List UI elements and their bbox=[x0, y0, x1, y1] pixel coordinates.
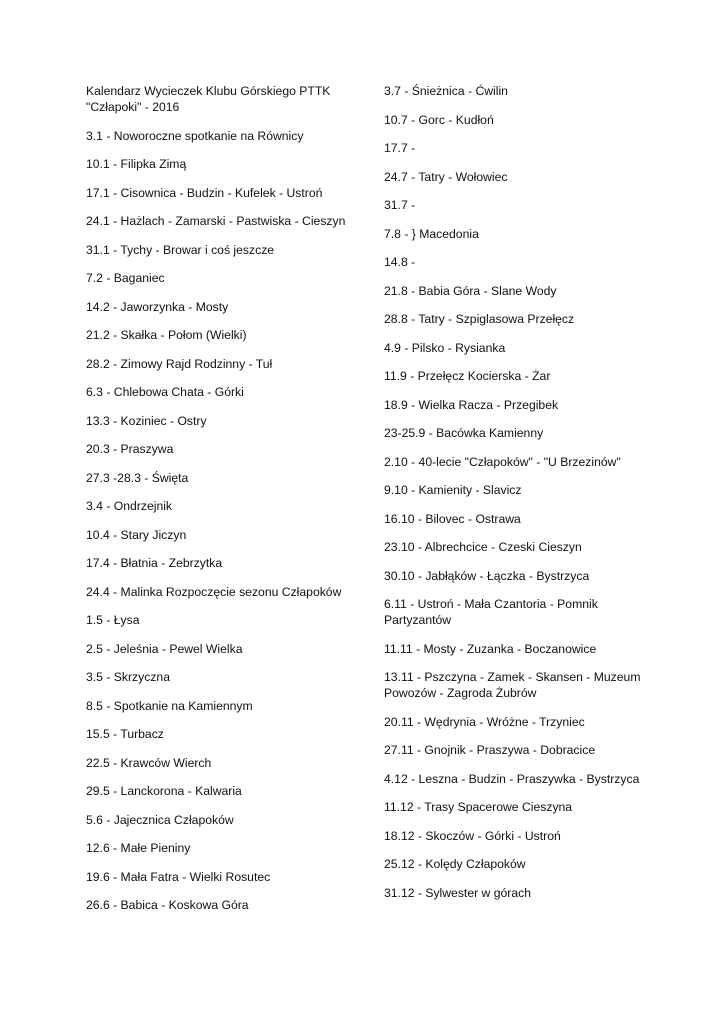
calendar-entry: 1.5 - Łysa bbox=[86, 613, 140, 627]
calendar-entry: 28.2 - Zimowy Rajd Rodzinny - Tuł bbox=[86, 356, 273, 371]
calendar-entry: 7.8 - } Macedonia bbox=[384, 226, 479, 241]
calendar-entry: 16.10 - Bilovec - Ostrawa bbox=[384, 511, 521, 526]
calendar-entry: 20.11 - Wędrynia - Wróżne - Trzyniec bbox=[384, 714, 585, 729]
calendar-entry: 21.8 - Babia Góra - Slane Wody bbox=[384, 283, 557, 298]
calendar-entry: 23-25.9 - Bacówka Kamienny bbox=[384, 426, 544, 440]
calendar-entry: 11.9 - Przełęcz Kocierska - Żar bbox=[384, 369, 551, 383]
calendar-entry: 24.1 - Hażlach - Zamarski - Pastwiska - Cieszyn bbox=[86, 214, 346, 228]
calendar-entry: 2.5 - Jeleśnia - Pewel Wielka bbox=[86, 641, 243, 656]
calendar-entry: 13.11 - Pszczyna - Zamek - Skansen - Muzeum Powozów - Zagroda Żubrów bbox=[384, 670, 641, 700]
document-title: Kalendarz Wycieczek Klubu Górskiego PTTK "Człapoki" - 2016 bbox=[86, 84, 331, 114]
calendar-entry: 31.12 - Sylwester w górach bbox=[384, 885, 531, 900]
calendar-entry: 6.11 - Ustroń - Mała Czantoria - Pomnik Partyzantów bbox=[384, 597, 598, 627]
calendar-entry: 27.3 -28.3 - Święta bbox=[86, 470, 189, 485]
calendar-entry: 31.1 - Tychy - Browar i coś jeszcze bbox=[86, 242, 275, 257]
calendar-entry: 30.10 - Jabłąków - Łączka - Bystrzyca bbox=[384, 568, 590, 583]
calendar-entry: 17.4 - Błatnia - Zebrzytka bbox=[86, 556, 223, 570]
calendar-entry: 22.5 - Krawców Wierch bbox=[86, 755, 212, 770]
calendar-entry: 20.3 - Praszywa bbox=[86, 442, 174, 456]
calendar-entry: 18.12 - Skoczów - Górki - Ustroń bbox=[384, 828, 561, 843]
calendar-entry: 3.5 - Skrzyczna bbox=[86, 670, 170, 684]
calendar-entry: 11.12 - Trasy Spacerowe Cieszyna bbox=[384, 800, 573, 814]
calendar-entry: 14.2 - Jaworzynka - Mosty bbox=[86, 299, 229, 314]
calendar-entry: 17.7 - bbox=[384, 141, 416, 155]
calendar-entry: 10.4 - Stary Jiczyn bbox=[86, 527, 187, 542]
calendar-entry: 7.2 - Baganiec bbox=[86, 271, 165, 285]
left-column bbox=[86, 83, 376, 926]
calendar-entry: 9.10 - Kamienity - Slavicz bbox=[384, 483, 522, 497]
calendar-entry: 17.1 - Cisownica - Budzin - Kufelek - Ustroń bbox=[86, 185, 323, 200]
calendar-entry: 14.8 - bbox=[384, 255, 416, 269]
calendar-entry: 10.1 - Filipka Zimą bbox=[86, 157, 187, 171]
calendar-entry: 21.2 - Skałka - Połom (Wielki) bbox=[86, 328, 247, 342]
calendar-entry: 28.8 - Tatry - Szpiglasowa Przełęcz bbox=[384, 312, 575, 326]
calendar-entry: 8.5 - Spotkanie na Kamiennym bbox=[86, 698, 253, 713]
calendar-entry: 19.6 - Mała Fatra - Wielki Rosutec bbox=[86, 869, 271, 884]
calendar-entry: 4.9 - Pilsko - Rysianka bbox=[384, 340, 506, 355]
calendar-entry: 18.9 - Wielka Racza - Przegibek bbox=[384, 397, 559, 412]
calendar-entry: 29.5 - Lanckorona - Kalwaria bbox=[86, 784, 242, 798]
calendar-entry: 3.4 - Ondrzejnik bbox=[86, 499, 173, 513]
calendar-entry: 10.7 - Gorc - Kudłoń bbox=[384, 112, 494, 127]
right-column bbox=[384, 83, 654, 913]
calendar-entry: 5.6 - Jajecznica Człapoków bbox=[86, 812, 234, 827]
calendar-entry: 24.4 - Malinka Rozpoczęcie sezonu Człapoków bbox=[86, 584, 342, 599]
calendar-entry: 25.12 - Kolędy Człapoków bbox=[384, 857, 526, 871]
calendar-entry: 3.7 - Śnieżnica - Ćwilin bbox=[384, 84, 508, 98]
calendar-entry: 11.11 - Mosty - Zuzanka - Boczanowice bbox=[384, 641, 597, 656]
calendar-entry: 13.3 - Koziniec - Ostry bbox=[86, 413, 207, 428]
calendar-entry: 2.10 - 40-lecie "Człapoków" - "U Brzezinów" bbox=[384, 454, 621, 469]
calendar-entry: 27.11 - Gnojnik - Praszywa - Dobracice bbox=[384, 743, 596, 757]
calendar-entry: 15.5 - Turbacz bbox=[86, 727, 164, 741]
calendar-entry: 24.7 - Tatry - Wołowiec bbox=[384, 169, 508, 184]
calendar-entry: 26.6 - Babica - Koskowa Góra bbox=[86, 898, 249, 912]
calendar-entry: 23.10 - Albrechcice - Czeski Cieszyn bbox=[384, 540, 582, 554]
calendar-entry: 3.1 - Noworoczne spotkanie na Równicy bbox=[86, 128, 304, 143]
calendar-entry: 31.7 - bbox=[384, 198, 416, 212]
calendar-entry: 12.6 - Małe Pieniny bbox=[86, 841, 191, 855]
calendar-entry: 4.12 - Leszna - Budzin - Praszywka - Bystrzyca bbox=[384, 771, 640, 786]
calendar-entry: 6.3 - Chlebowa Chata - Górki bbox=[86, 385, 244, 399]
